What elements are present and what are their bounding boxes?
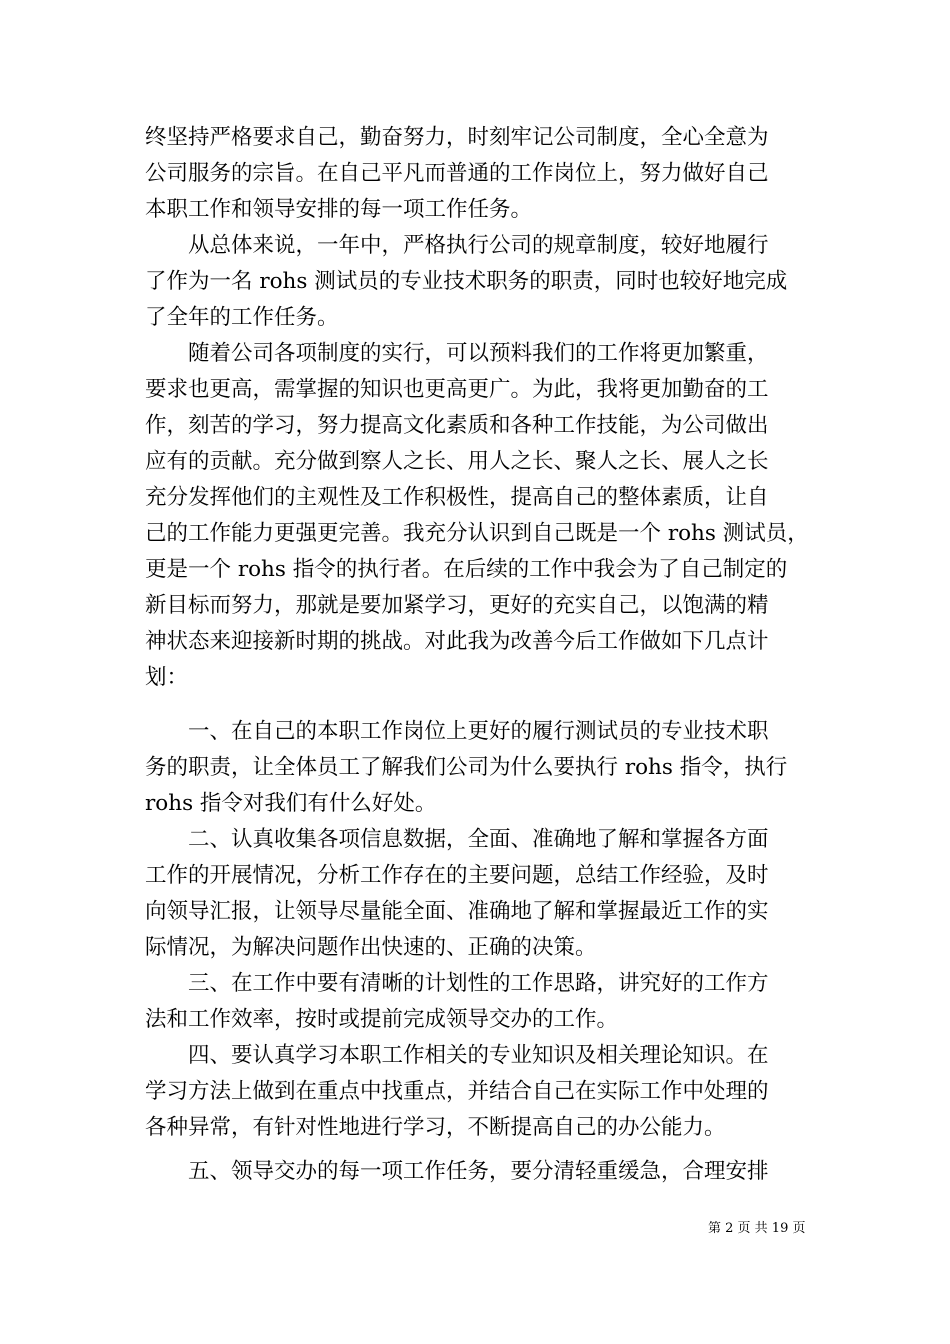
text-line: 本职工作和领导安排的每一项工作任务。 (145, 197, 533, 222)
text-line: 更是一个 rohs 指令的执行者。在后续的工作中我会为了自己制定的 (145, 557, 788, 582)
text-line: 法和工作效率，按时或提前完成领导交办的工作。 (145, 1007, 619, 1032)
text-line: 各种异常，有针对性地进行学习，不断提高自己的办公能力。 (145, 1115, 726, 1140)
page-number: 第 2 页 共 19 页 (708, 1221, 806, 1236)
text-line: 四、要认真学习本职工作相关的专业知识及相关理论知识。在 (188, 1043, 769, 1068)
text-line: 划： (145, 665, 189, 690)
text-line: 二、认真收集各项信息数据，全面、准确地了解和掌握各方面 (188, 827, 769, 852)
text-line: 公司服务的宗旨。在自己平凡而普通的工作岗位上，努力做好自己 (145, 161, 769, 186)
text-line: 神状态来迎接新时期的挑战。对此我为改善今后工作做如下几点计 (145, 629, 769, 654)
text-line: 要求也更高，需掌握的知识也更高更广。为此，我将更加勤奋的工 (145, 377, 769, 402)
text-line: 充分发挥他们的主观性及工作积极性，提高自己的整体素质，让自 (145, 485, 769, 510)
text-line: 了全年的工作任务。 (145, 305, 339, 330)
text-line: 应有的贡献。充分做到察人之长、用人之长、聚人之长、展人之长 (145, 449, 769, 474)
text-line: 学习方法上做到在重点中找重点，并结合自己在实际工作中处理的 (145, 1079, 769, 1104)
text-line: 向领导汇报，让领导尽量能全面、准确地了解和掌握最近工作的实 (145, 899, 769, 924)
text-line: 作，刻苦的学习，努力提高文化素质和各种工作技能，为公司做出 (145, 413, 769, 438)
text-line: 务的职责，让全体员工了解我们公司为什么要执行 rohs 指令，执行 (145, 755, 788, 780)
text-line: 随着公司各项制度的实行，可以预料我们的工作将更加繁重， (188, 341, 769, 366)
text-line: 从总体来说，一年中，严格执行公司的规章制度，较好地履行 (188, 233, 769, 258)
text-line: 一、在自己的本职工作岗位上更好的履行测试员的专业技术职 (188, 719, 769, 744)
text-line: 工作的开展情况，分析工作存在的主要问题，总结工作经验，及时 (145, 863, 769, 888)
text-line: 终坚持严格要求自己，勤奋努力，时刻牢记公司制度，全心全意为 (145, 125, 769, 150)
text-line: 了作为一名 rohs 测试员的专业技术职务的职责，同时也较好地完成 (145, 269, 788, 294)
text-line: 新目标而努力，那就是要加紧学习，更好的充实自己，以饱满的精 (145, 593, 769, 618)
text-line: 三、在工作中要有清晰的计划性的工作思路，讲究好的工作方 (188, 971, 769, 996)
text-line: rohs 指令对我们有什么好处。 (145, 791, 437, 816)
text-line: 五、领导交办的每一项工作任务，要分清轻重缓急，合理安排 (188, 1159, 769, 1184)
text-line: 际情况，为解决问题作出快速的、正确的决策。 (145, 935, 597, 960)
text-line: 己的工作能力更强更完善。我充分认识到自己既是一个 rohs 测试员， (145, 521, 809, 546)
